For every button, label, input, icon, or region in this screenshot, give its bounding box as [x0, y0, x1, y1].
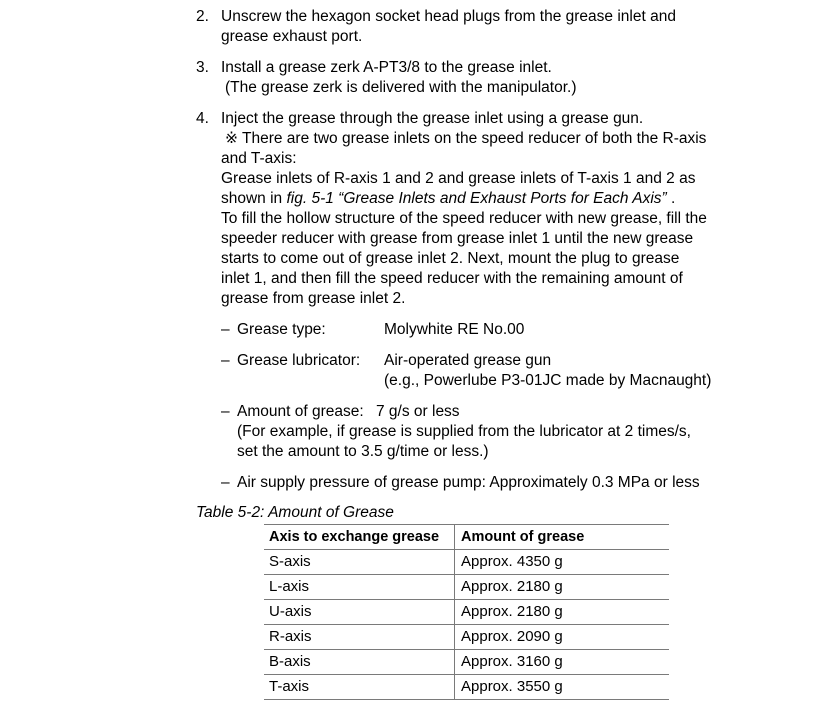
step-3: [196, 58, 756, 98]
bullet-dash: –: [221, 321, 230, 338]
axis-cell: L-axis: [264, 575, 455, 600]
step-line: grease exhaust port.: [221, 28, 363, 45]
amount-cell: Approx. 3160 g: [455, 650, 670, 675]
step-line: grease from grease inlet 2.: [221, 290, 406, 307]
amount-cell: Approx. 2180 g: [455, 575, 670, 600]
bullet-value: 7 g/s or less: [376, 403, 460, 420]
column-header-amount: Amount of grease: [455, 525, 670, 550]
step-line: [221, 189, 756, 209]
step-line: inlet 1, and then fill the speed reducer with the remaining amount of: [221, 270, 683, 287]
step-line: Install a grease zerk A-PT3/8 to the grease inlet.: [221, 59, 552, 76]
bullet-value: Molywhite RE No.00: [384, 321, 525, 338]
amount-cell: Approx. 2180 g: [455, 600, 670, 625]
text-run: .: [671, 190, 676, 207]
step-text: [221, 109, 756, 309]
step-line: Grease inlets of R-axis 1 and 2 and grease inlets of T-axis 1 and 2 as: [221, 170, 696, 187]
table-row: [264, 575, 669, 600]
axis-cell: B-axis: [264, 650, 455, 675]
step-line: speeder reducer with grease from grease inlet 1 until the new grease: [221, 230, 694, 247]
note-line: and T-axis:: [221, 150, 297, 167]
table-header-row: [264, 525, 669, 550]
step-line: Unscrew the hexagon socket head plugs from the grease inlet and: [221, 8, 676, 25]
step-line: starts to come out of grease inlet 2. Next, mount the plug to grease: [221, 250, 680, 267]
table-row: [264, 550, 669, 575]
step-number: 2.: [196, 8, 209, 25]
figure-reference-link[interactable]: fig. 5-1 “Grease Inlets and Exhaust Ports for Each Axis”: [286, 190, 671, 207]
bullet-value: Air-operated grease gun: [384, 352, 552, 369]
table-row: [264, 625, 669, 650]
table-row: [264, 650, 669, 675]
axis-cell: U-axis: [264, 600, 455, 625]
step-number: 4.: [196, 110, 209, 127]
amount-cell: Approx. 3550 g: [455, 675, 670, 700]
bullet-label: Grease type:: [237, 321, 326, 338]
axis-cell: S-axis: [264, 550, 455, 575]
step-line: (The grease zerk is delivered with the manipulator.): [225, 79, 577, 96]
table-row: [264, 600, 669, 625]
grease-amount-table: [264, 524, 669, 700]
amount-cell: Approx. 4350 g: [455, 550, 670, 575]
bullet-continuation: (For example, if grease is supplied from the lubricator at 2 times/s,: [237, 423, 691, 440]
amount-cell: Approx. 2090 g: [455, 625, 670, 650]
bullet-dash: –: [221, 403, 230, 420]
step-number: 3.: [196, 59, 209, 76]
step-4: [196, 109, 756, 309]
column-header-axis: Axis to exchange grease: [264, 525, 455, 550]
bullet-label: Amount of grease:: [237, 403, 364, 420]
table-row: [264, 675, 669, 700]
bullet-continuation: set the amount to 3.5 g/time or less.): [237, 443, 489, 460]
bullet-continuation: (e.g., Powerlube P3-01JC made by Macnaught): [384, 372, 712, 389]
bullet-dash: –: [221, 474, 230, 491]
step-text: [221, 58, 756, 98]
step-2: [196, 7, 756, 47]
bullet-dash: –: [221, 352, 230, 369]
axis-cell: T-axis: [264, 675, 455, 700]
axis-cell: R-axis: [264, 625, 455, 650]
bullet-label: Air supply pressure of grease pump: Approximately 0.3 MPa or less: [237, 474, 700, 491]
step-line: Inject the grease through the grease inlet using a grease gun.: [221, 110, 644, 127]
step-line: To fill the hollow structure of the speed reducer with new grease, fill the: [221, 210, 707, 227]
text-run: shown in: [221, 190, 287, 207]
bullet-label: Grease lubricator:: [237, 352, 361, 369]
table-caption: Table 5-2: Amount of Grease: [196, 504, 394, 521]
step-text: [221, 7, 756, 47]
note-line: ※ There are two grease inlets on the speed reducer of both the R-axis: [225, 130, 707, 147]
